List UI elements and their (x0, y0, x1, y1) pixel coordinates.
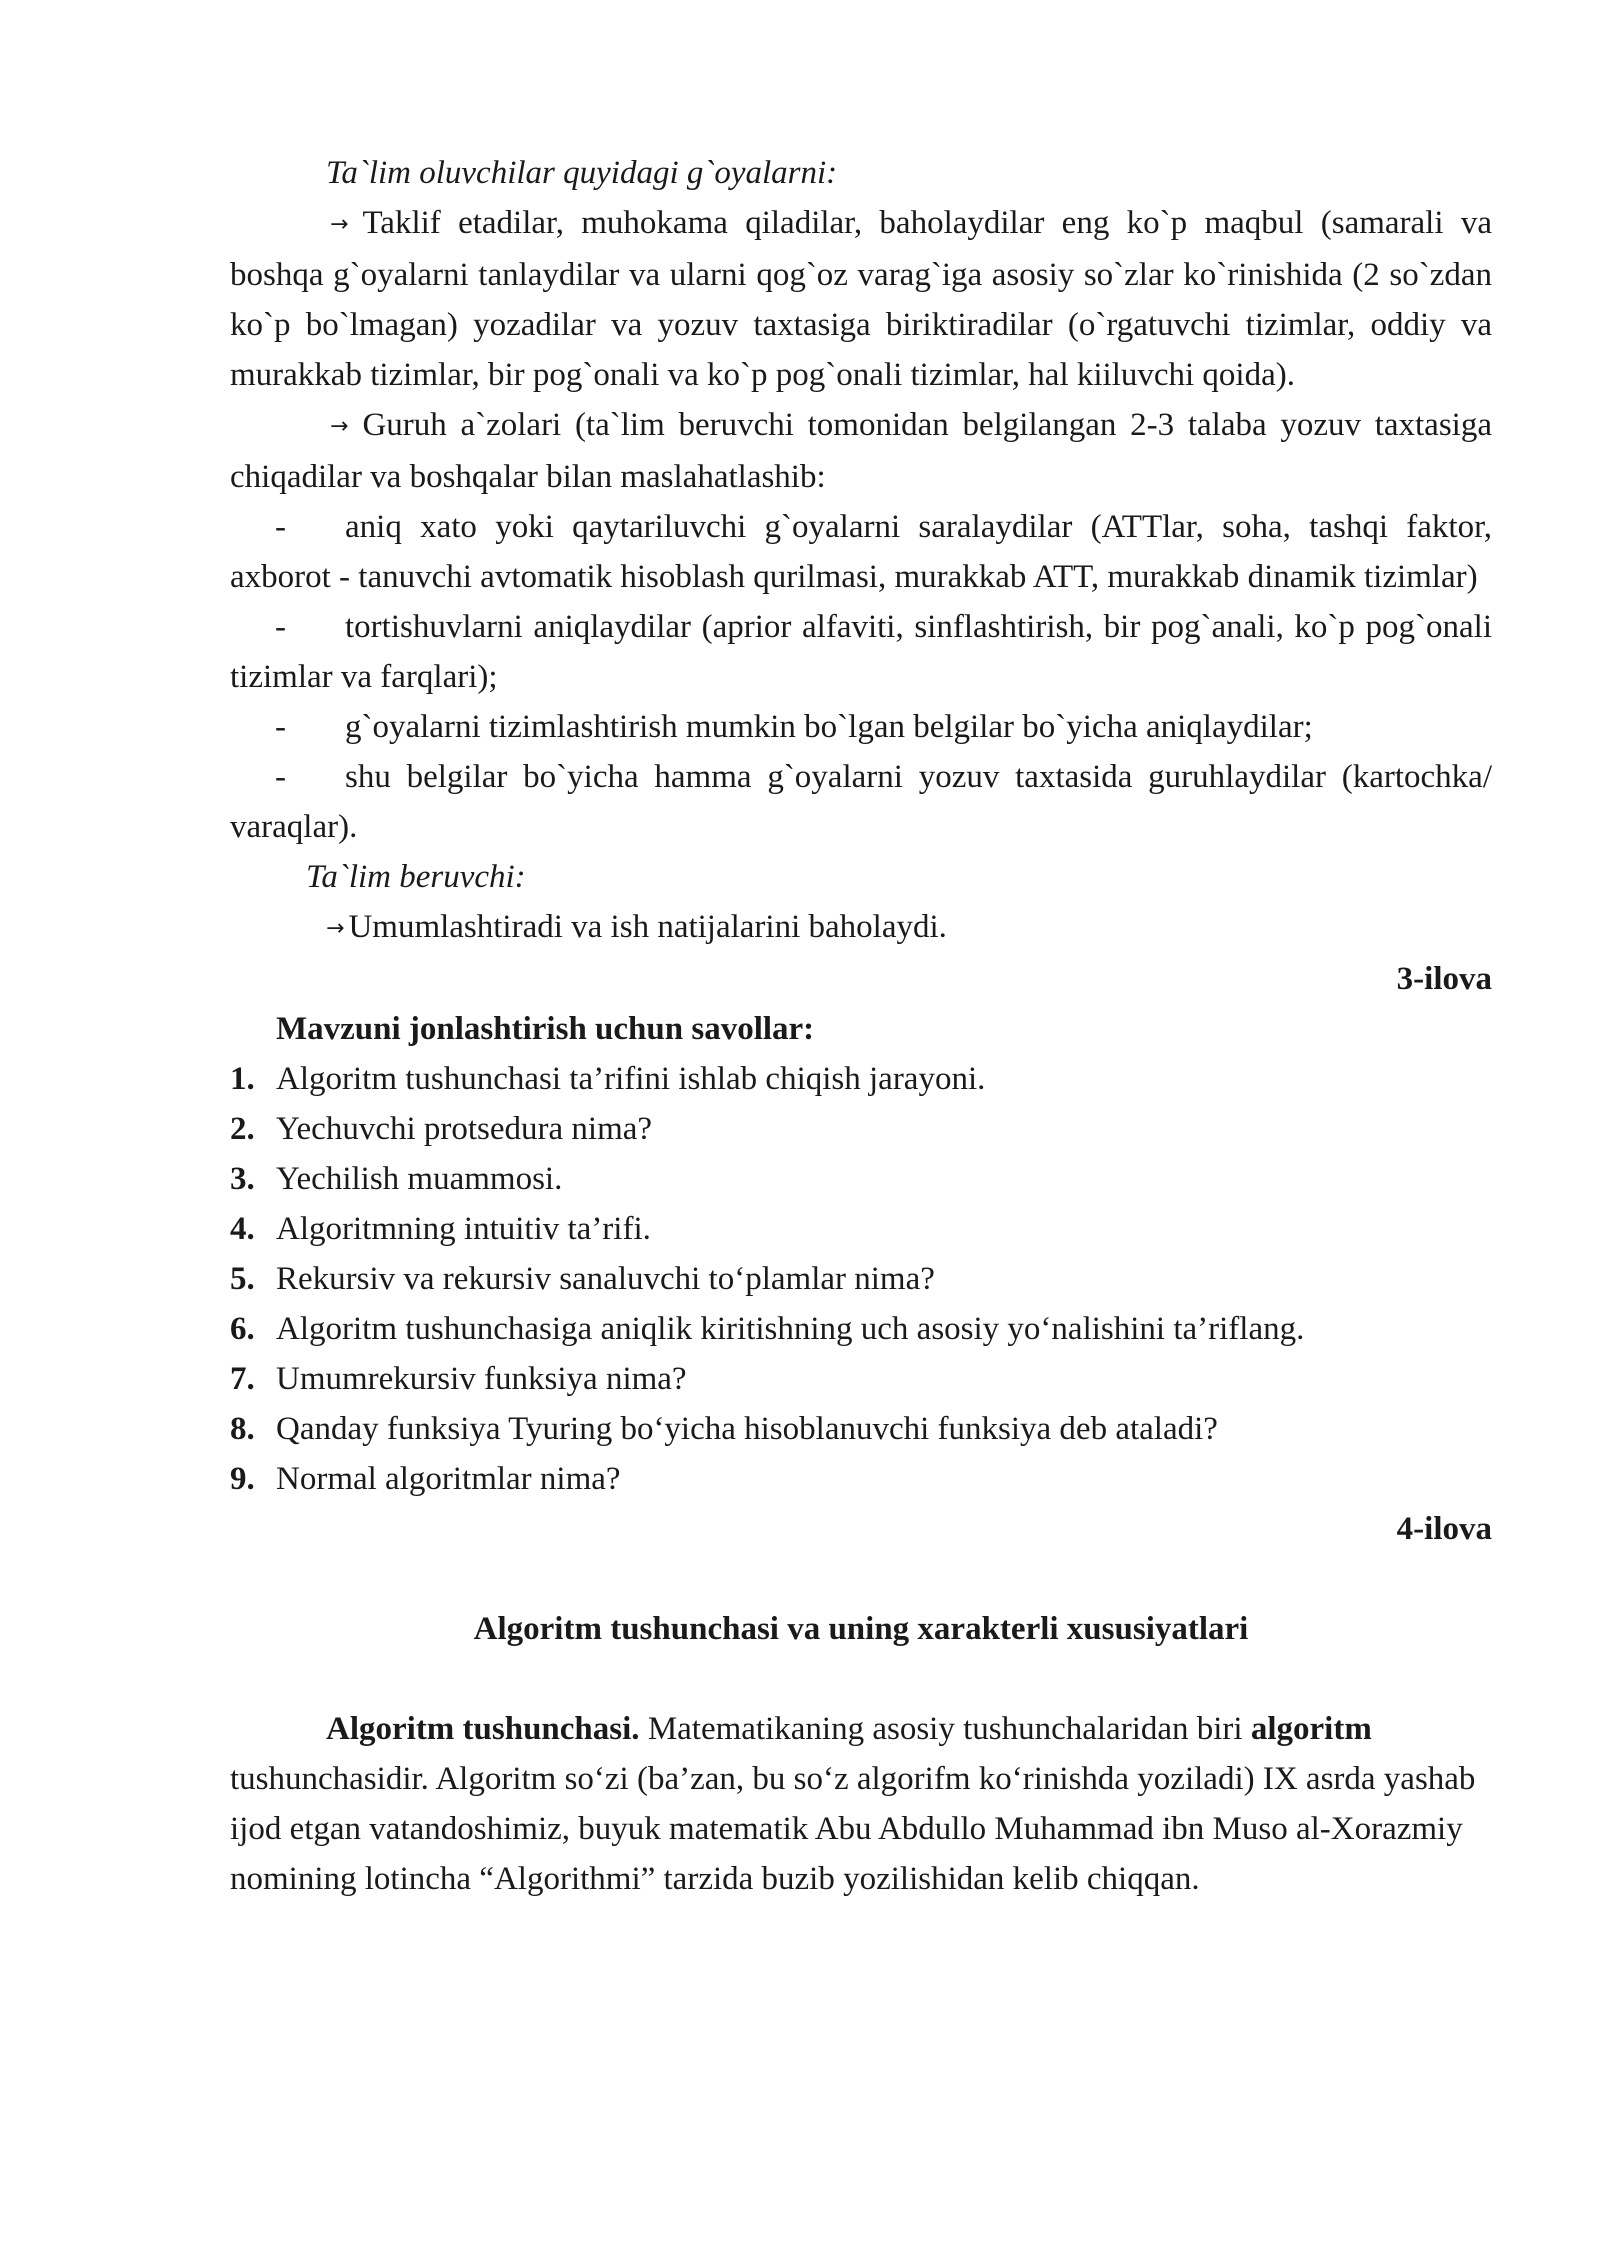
question-text: Umumrekursiv funksiya nima? (276, 1361, 687, 1397)
question-item (230, 1104, 1492, 1154)
question-text: Algoritm tushunchasiga aniqlik kiritishning uch asosiy yo‘nalishini ta’riflang. (276, 1311, 1305, 1347)
arrow-icon: → (330, 212, 349, 237)
article-term-bold: algoritm (1250, 1711, 1372, 1747)
article-title: Algoritm tushunchasi va uning xarakterli xususiyatlari (473, 1611, 1249, 1647)
arrow-icon: → (326, 916, 345, 941)
dash-marker: - (275, 609, 286, 645)
dash-marker: - (275, 759, 286, 795)
dash-list-item-text: g`oyalarni tizimlashtirish mumkin bo`lgan belgilar bo`yicha aniqlaydilar; (345, 709, 1313, 745)
question-item (230, 1204, 1492, 1254)
question-number: 3. (230, 1161, 255, 1197)
teacher-item (230, 902, 1492, 954)
dash-list-item (230, 602, 1492, 702)
question-number: 2. (230, 1111, 255, 1147)
dash-list-item (230, 752, 1492, 852)
dash-list-item (230, 502, 1492, 602)
learners-heading: Ta`lim oluvchilar quyidagi g`oyalarni: (326, 155, 838, 191)
question-number: 5. (230, 1261, 255, 1297)
article-lead-text: Matematikaning asosiy tushunchalaridan biri (639, 1711, 1251, 1747)
dash-list-item-text: shu belgilar bo`yicha hamma g`oyalarni yozuv taxtasida guruhlaydilar (kartochka/ varaqlar). (230, 759, 1492, 845)
dash-list-item-text: tortishuvlarni aniqlaydilar (aprior alfaviti, sinflashtirish, bir pog`anali, ko`p pog`onali tizimlar va farqlari); (230, 609, 1492, 695)
question-item (230, 1304, 1492, 1354)
question-number: 6. (230, 1311, 255, 1347)
article-rest-text: tushunchasidir. Algoritm so‘zi (ba’zan, bu so‘z algorifm ko‘rinishda yoziladi) IX asrda yashab ijod etgan vatandoshimiz, buyuk matematik Abu Abdullo Muhammad ibn Muso al-Xorazmiy nomining lotincha “Algorithmi” tarzida buzib yozilishidan kelib chiqqan. (230, 1761, 1476, 1897)
learners-item-1 (230, 198, 1492, 400)
question-number: 9. (230, 1461, 255, 1497)
document-page (230, 148, 1492, 1904)
questions-list (230, 1054, 1492, 1504)
question-item (230, 1454, 1492, 1504)
question-text: Yechuvchi protsedura nima? (276, 1111, 653, 1147)
dash-list-item (230, 702, 1492, 752)
dash-list-item-text: aniq xato yoki qaytariluvchi g`oyalarni saralaydilar (ATTlar, soha, tashqi faktor, axborot - tanuvchi avtomatik hisoblash qurilmasi, murakkab ATT, murakkab dinamik tizimlar) (230, 509, 1492, 595)
question-number: 1. (230, 1061, 255, 1097)
question-item (230, 1154, 1492, 1204)
question-text: Algoritmning intuitiv ta’rifi. (276, 1211, 651, 1247)
question-item (230, 1404, 1492, 1454)
question-text: Normal algoritmlar nima? (276, 1461, 621, 1497)
question-text: Rekursiv va rekursiv sanaluvchi to‘plamlar nima? (276, 1261, 935, 1297)
question-number: 7. (230, 1361, 255, 1397)
learners-item-2-text: Guruh a`zolari (ta`lim beruvchi tomonidan belgilangan 2-3 talaba yozuv taxtasiga chiqadilar va boshqalar bilan maslahatlashib: (230, 407, 1492, 495)
article-lead-bold: Algoritm tushunchasi. (326, 1711, 640, 1747)
question-text: Qanday funksiya Tyuring bo‘yicha hisoblanuvchi funksiya deb ataladi? (276, 1411, 1218, 1447)
question-text: Algoritm tushunchasi ta’rifini ishlab chiqish jarayoni. (276, 1061, 986, 1097)
question-number: 4. (230, 1211, 255, 1247)
teacher-item-text: Umumlashtiradi va ish natijalarini baholaydi. (348, 909, 947, 945)
dash-marker: - (275, 509, 286, 545)
question-number: 8. (230, 1411, 255, 1447)
question-item (230, 1054, 1492, 1104)
appendix-3-label: 3-ilova (1396, 961, 1492, 997)
article-paragraph (230, 1704, 1492, 1904)
question-item (230, 1354, 1492, 1404)
question-text: Yechilish muammosi. (276, 1161, 563, 1197)
dash-marker: - (275, 709, 286, 745)
teacher-heading: Ta`lim beruvchi: (306, 859, 526, 895)
questions-heading: Mavzuni jonlashtirish uchun savollar: (276, 1011, 815, 1047)
appendix-4-label: 4-ilova (1396, 1511, 1492, 1547)
arrow-icon: → (330, 414, 349, 439)
question-item (230, 1254, 1492, 1304)
learners-item-1-text: Taklif etadilar, muhokama qiladilar, baholaydilar eng ko`p maqbul (samarali va boshqa g`oyalarni tanlaydilar va ularni qog`oz varag`iga asosiy so`zlar ko`rinishida (2 so`zdan ko`p bo`lmagan) yozadilar va yozuv taxtasiga biriktiradilar (o`rgatuvchi tizimlar, oddiy va murakkab tizimlar, bir pog`onali va ko`p pog`onali tizimlar, hal kiiluvchi qoida). (230, 205, 1492, 393)
learners-item-2 (230, 400, 1492, 502)
